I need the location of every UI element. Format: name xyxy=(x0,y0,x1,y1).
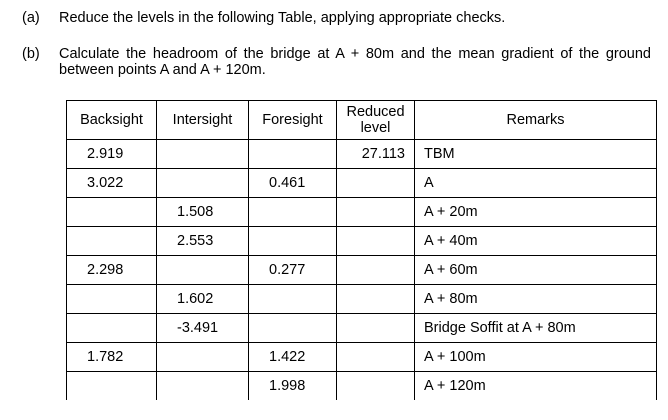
remark-cell: A + 40m xyxy=(415,227,657,256)
remark-cell: A + 100m xyxy=(415,343,657,372)
intersight-cell xyxy=(157,256,249,285)
remark-cell: A + 80m xyxy=(415,285,657,314)
foresight-cell xyxy=(249,198,337,227)
table-row xyxy=(67,343,657,372)
table-row xyxy=(67,140,657,169)
backsight-cell xyxy=(67,314,157,343)
remark-cell: Bridge Soffit at A + 80m xyxy=(415,314,657,343)
remark-cell: A + 20m xyxy=(415,198,657,227)
foresight-cell: 0.461 xyxy=(249,169,337,198)
reduced-level-cell xyxy=(337,198,415,227)
foresight-cell xyxy=(249,314,337,343)
backsight-cell xyxy=(67,285,157,314)
backsight-cell xyxy=(67,372,157,401)
foresight-cell xyxy=(249,227,337,256)
table-row xyxy=(67,227,657,256)
reduced-level-cell xyxy=(337,227,415,256)
header-intersight: Intersight xyxy=(157,101,249,140)
reduced-level-cell: 27.113 xyxy=(337,140,415,169)
levelling-table xyxy=(66,100,657,401)
foresight-cell: 1.422 xyxy=(249,343,337,372)
table-header-row xyxy=(67,101,657,140)
intersight-cell: 2.553 xyxy=(157,227,249,256)
question-a-label: (a) xyxy=(22,10,40,26)
foresight-cell xyxy=(249,140,337,169)
reduced-level-cell xyxy=(337,372,415,401)
table-row xyxy=(67,169,657,198)
intersight-cell xyxy=(157,140,249,169)
table-row xyxy=(67,285,657,314)
question-a xyxy=(22,10,652,28)
table-row xyxy=(67,372,657,401)
intersight-cell xyxy=(157,372,249,401)
question-b-text: Calculate the headroom of the bridge at A + 80m and the mean gradient of the ground between points A and A + 120m. xyxy=(59,46,651,78)
table-row xyxy=(67,256,657,285)
backsight-cell: 1.782 xyxy=(67,343,157,372)
backsight-cell: 2.298 xyxy=(67,256,157,285)
question-a-text: Reduce the levels in the following Table, applying appropriate checks. xyxy=(59,10,506,26)
reduced-level-cell xyxy=(337,256,415,285)
intersight-cell: 1.508 xyxy=(157,198,249,227)
foresight-cell: 0.277 xyxy=(249,256,337,285)
header-foresight: Foresight xyxy=(249,101,337,140)
header-backsight: Backsight xyxy=(67,101,157,140)
header-reduced-level xyxy=(337,101,415,140)
backsight-cell: 3.022 xyxy=(67,169,157,198)
question-b xyxy=(22,46,652,80)
remark-cell: A xyxy=(415,169,657,198)
intersight-cell xyxy=(157,343,249,372)
intersight-cell: 1.602 xyxy=(157,285,249,314)
header-remarks: Remarks xyxy=(415,101,657,140)
reduced-level-cell xyxy=(337,314,415,343)
remark-cell: A + 60m xyxy=(415,256,657,285)
foresight-cell xyxy=(249,285,337,314)
remark-cell: TBM xyxy=(415,140,657,169)
backsight-cell xyxy=(67,227,157,256)
intersight-cell: -3.491 xyxy=(157,314,249,343)
table-row xyxy=(67,314,657,343)
page-crop-edge xyxy=(66,400,658,420)
backsight-cell xyxy=(67,198,157,227)
question-b-label: (b) xyxy=(22,46,40,62)
backsight-cell: 2.919 xyxy=(67,140,157,169)
foresight-cell: 1.998 xyxy=(249,372,337,401)
reduced-level-cell xyxy=(337,285,415,314)
intersight-cell xyxy=(157,169,249,198)
reduced-level-cell xyxy=(337,343,415,372)
reduced-level-cell xyxy=(337,169,415,198)
remark-cell: A + 120m xyxy=(415,372,657,401)
table-row xyxy=(67,198,657,227)
header-reduced-level-line2: level xyxy=(360,120,391,136)
header-reduced-level-line1: Reduced xyxy=(346,104,405,120)
